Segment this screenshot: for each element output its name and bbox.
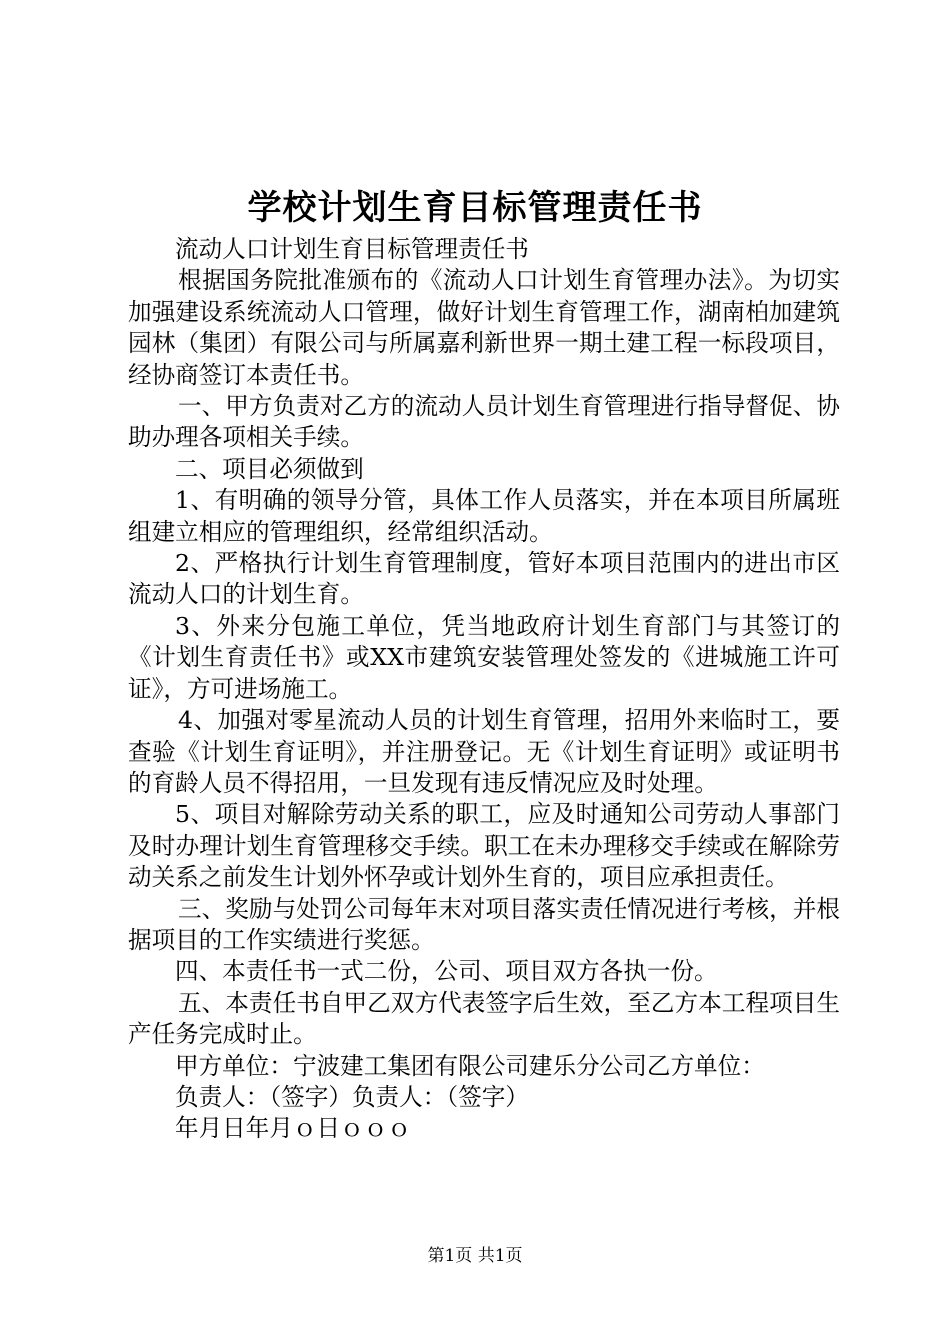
paragraph-party-units: 甲方单位：宁波建工集团有限公司建乐分公司乙方单位： — [175, 1051, 765, 1080]
paragraph-dates: 年月日年月ｏ日ｏｏｏ — [175, 1114, 411, 1143]
paragraph-section-1: 一、甲方负责对乙方的流动人员计划生育管理进行指导督促、协助办理各项相关手续。 — [128, 392, 840, 452]
paragraph-intro: 根据国务院批准颁布的《流动人口计划生育管理办法》。为切实加强建设系统流动人口管理，做好计划生育管理工作，湖南柏加建筑园林（集团）有限公司与所属嘉利新世界一期土建工程一标段项目，经协商签订本责任书。 — [128, 266, 840, 389]
page-footer: 第1页 共1页 — [427, 1246, 523, 1266]
paragraph-item-5: 5、项目对解除劳动关系的职工，应及时通知公司劳动人事部门及时办理计划生育管理移交手续。职工在未办理移交手续或在解除劳动关系之前发生计划外怀孕或计划外生育的，项目应承担责任。 — [128, 800, 840, 892]
paragraph-item-4: 4、加强对零星流动人员的计划生育管理，招用外来临时工，要查验《计划生育证明》，并注册登记。无《计划生育证明》或证明书的育龄人员不得招用，一旦发现有违反情况应及时处理。 — [128, 706, 840, 797]
paragraph-item-2: 2、严格执行计划生育管理制度，管好本项目范围内的进出市区流动人口的计划生育。 — [128, 549, 840, 609]
paragraph-section-2-heading: 二、项目必须做到 — [175, 454, 364, 483]
paragraph-subtitle: 流动人口计划生育目标管理责任书 — [175, 235, 529, 263]
document-title: 学校计划生育目标管理责任书 — [247, 188, 703, 228]
paragraph-item-1: 1、有明确的领导分管，具体工作人员落实，并在本项目所属班组建立相应的管理组织，经常组织活动。 — [128, 486, 840, 546]
document-body — [128, 234, 840, 1145]
paragraph-signatures: 负责人：（签字）负责人：（签字） — [175, 1082, 529, 1111]
paragraph-section-4: 四、本责任书一式二份，公司、项目双方各执一份。 — [175, 957, 718, 986]
paragraph-section-5: 五、本责任书自甲乙双方代表签字后生效，至乙方本工程项目生产任务完成时止。 — [128, 988, 840, 1049]
paragraph-item-3: 3、外来分包施工单位，凭当地政府计划生育部门与其签订的《计划生育责任书》或XX市建筑安装管理处签发的《进城施工许可证》，方可进场施工。 — [128, 611, 840, 703]
paragraph-section-3: 三、奖励与处罚公司每年末对项目落实责任情况进行考核，并根据项目的工作实绩进行奖惩。 — [128, 894, 840, 954]
